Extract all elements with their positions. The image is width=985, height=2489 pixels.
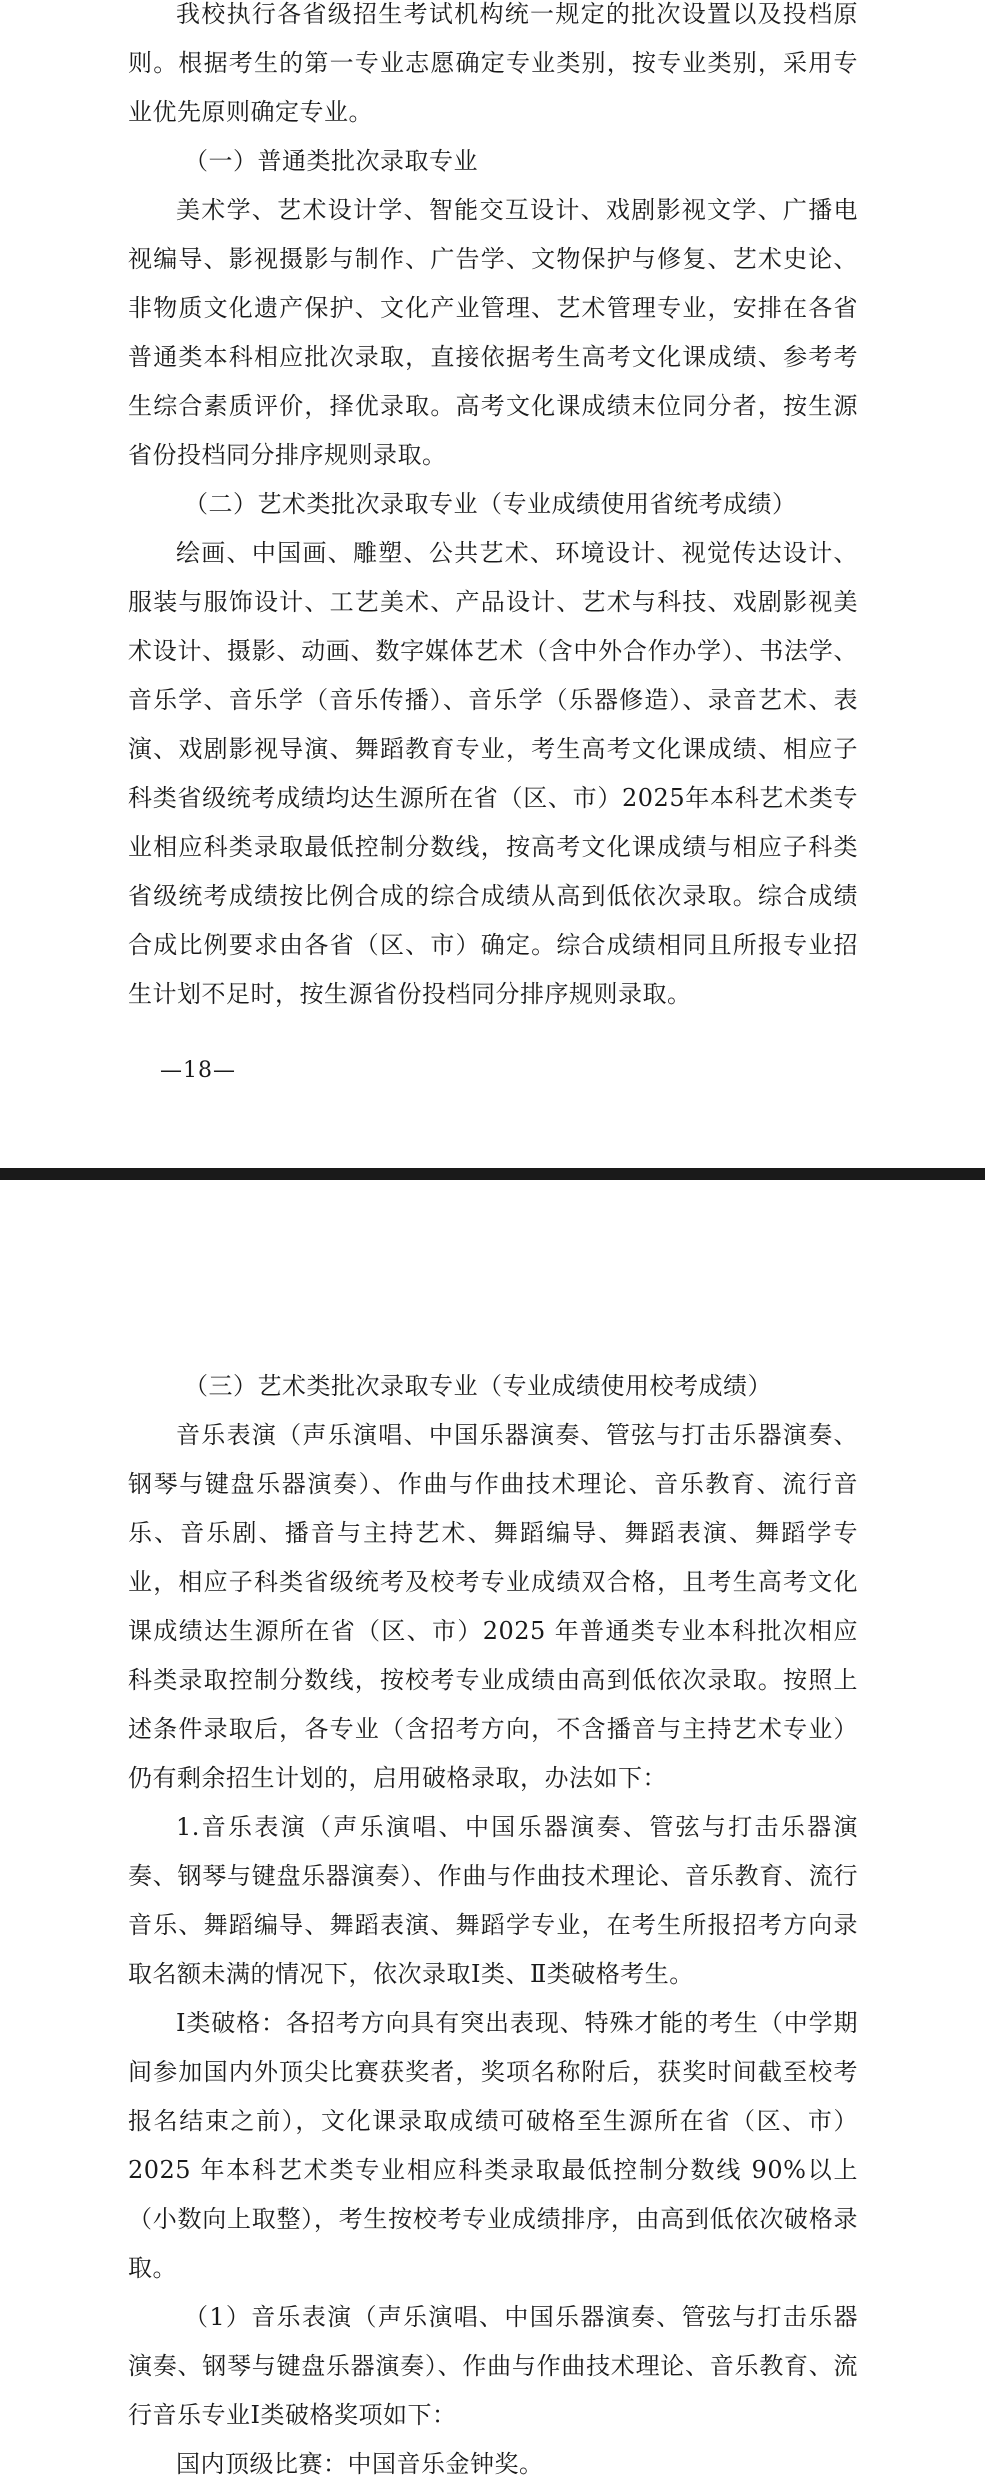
paragraph-exception-rule-1: 1.音乐表演（声乐演唱、中国乐器演奏、管弦与打击乐器演奏、钢琴与键盘乐器演奏）、作曲与作曲技术理论、音乐教育、流行音乐、舞蹈编导、舞蹈表演、舞蹈学专业，在考生所报招考方向录取名额未满的情况下，依次录取Ⅰ类、Ⅱ类破格考生。 [128, 1813, 858, 1988]
paragraph-batch-principle: 我校执行各省级招生考试机构统一规定的批次设置以及投档原则。根据考生的第一专业志愿确定专业类别，按专业类别，采用专业优先原则确定专业。 [128, 0, 858, 126]
document-page-19 [0, 1180, 985, 2478]
paragraph-music-majors: 音乐表演（声乐演唱、中国乐器演奏、管弦与打击乐器演奏、钢琴与键盘乐器演奏）、作曲与作曲技术理论、音乐教育、流行音乐、音乐剧、播音与主持艺术、舞蹈编导、舞蹈表演、舞蹈学专业，相应子科类省级统考及校考专业成绩双合格，且考生高考文化课成绩达生源所在省（区、市）2025 年普通类专业本科批次相应科类录取控制分数线，按校考专业成绩由高到低依次录取。按照上述条件录取后，各专业（含招考方向，不含播音与主持艺术专业）仍有剩余招生计划的，启用破格录取，办法如下： [128, 1421, 858, 1792]
page-number: —18— [160, 1058, 236, 1083]
paragraph-art-provincial-majors: 绘画、中国画、雕塑、公共艺术、环境设计、视觉传达设计、服装与服饰设计、工艺美术、产品设计、艺术与科技、戏剧影视美术设计、摄影、动画、数字媒体艺术（含中外合作办学）、书法学、音乐学、音乐学（音乐传播）、音乐学（乐器修造）、录音艺术、表演、戏剧影视导演、舞蹈教育专业，考生高考文化课成绩、相应子科类省级统考成绩均达生源所在省（区、市）2025年本科艺术类专业相应科类录取最低控制分数线，按高考文化课成绩与相应子科类省级统考成绩按比例合成的综合成绩从高到低依次录取。综合成绩合成比例要求由各省（区、市）确定。综合成绩相同且所报专业招生计划不足时，按生源省份投档同分排序规则录取。 [128, 539, 858, 1008]
page-18-content [128, 0, 858, 1019]
paragraph-top-domestic-competition: 国内顶级比赛：中国音乐金钟奖。 [176, 2450, 544, 2478]
paragraph-class-1-awards: （1）音乐表演（声乐演唱、中国乐器演奏、管弦与打击乐器演奏、钢琴与键盘乐器演奏）、作曲与作曲技术理论、音乐教育、流行音乐专业Ⅰ类破格奖项如下： [128, 2303, 858, 2429]
page-divider [0, 1168, 985, 1180]
paragraph-general-majors: 美术学、艺术设计学、智能交互设计、戏剧影视文学、广播电视编导、影视摄影与制作、广告学、文物保护与修复、艺术史论、非物质文化遗产保护、文化产业管理、艺术管理专业，安排在各省普通类本科相应批次录取，直接依据考生高考文化课成绩、参考考生综合素质评价，择优录取。高考文化课成绩末位同分者，按生源省份投档同分排序规则录取。 [128, 196, 858, 469]
page-19-content [128, 1362, 858, 2489]
document-page-18 [0, 0, 985, 1168]
paragraph-class-1-exception: Ⅰ类破格：各招考方向具有突出表现、特殊才能的考生（中学期间参加国内外顶尖比赛获奖者，奖项名称附后，获奖时间截至校考报名结束之前），文化课录取成绩可破格至生源所在省（区、市）2025 年本科艺术类专业相应科类录取最低控制分数线 90%以上（小数向上取整），考生按校考专业成绩排序，由高到低依次破格录取。 [128, 2009, 858, 2282]
heading-art-batch-provincial: （二）艺术类批次录取专业（专业成绩使用省统考成绩） [184, 490, 797, 518]
heading-art-batch-school-exam: （三）艺术类批次录取专业（专业成绩使用校考成绩） [184, 1372, 772, 1400]
heading-general-batch: （一）普通类批次录取专业 [184, 147, 478, 175]
